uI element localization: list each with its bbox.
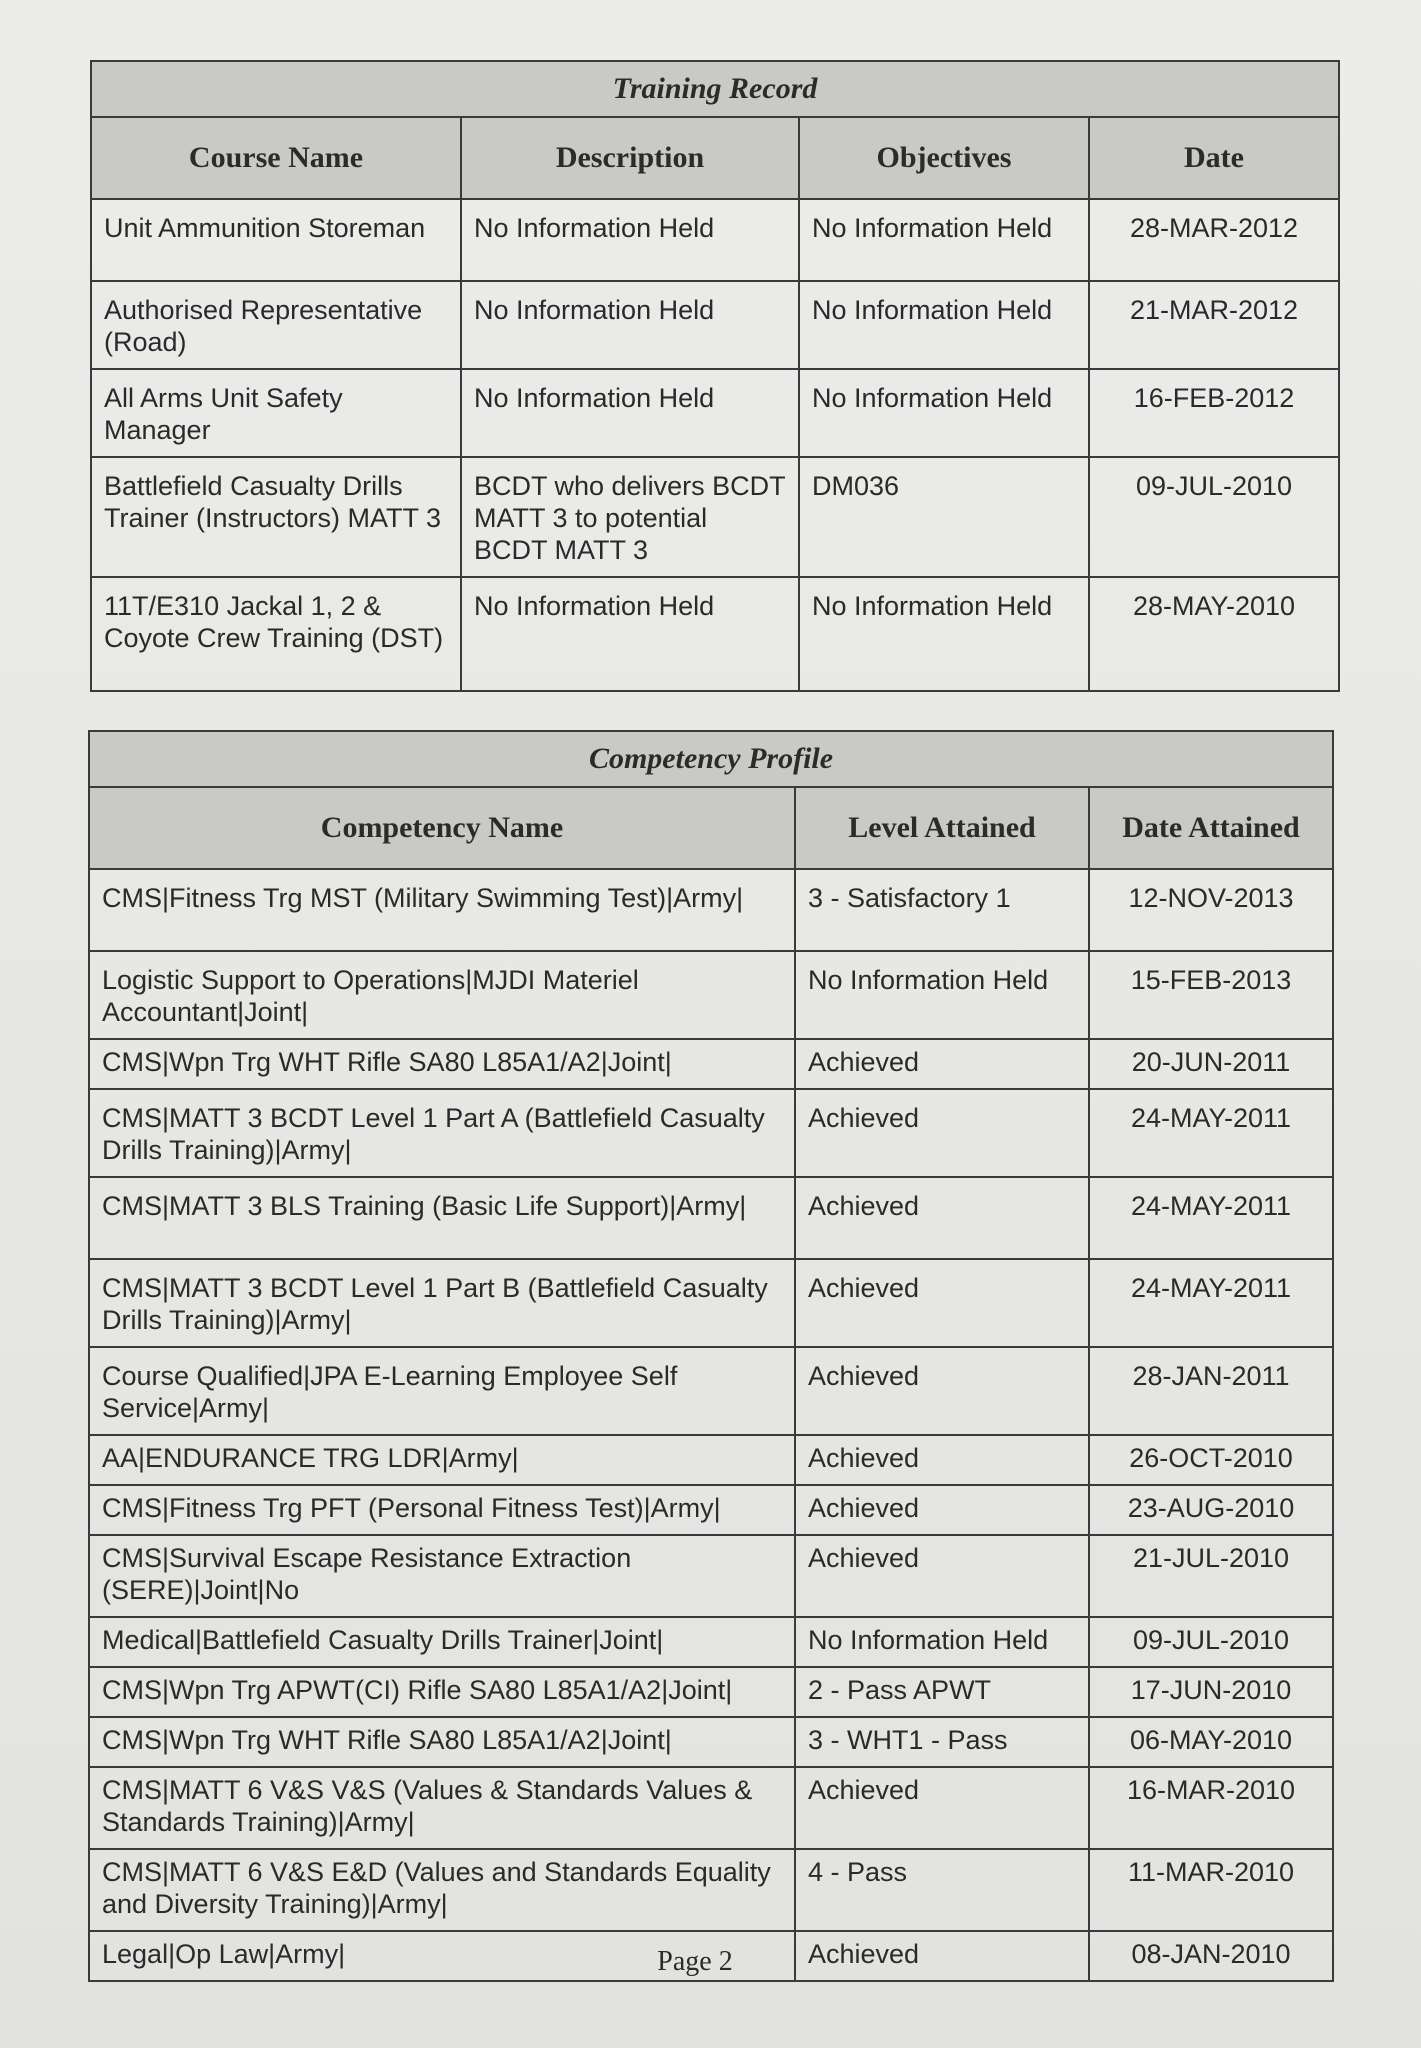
level-attained: Achieved <box>795 1485 1089 1535</box>
training-record-table <box>90 60 1340 692</box>
header-date-attained: Date Attained <box>1089 787 1333 869</box>
course-name: 11T/E310 Jackal 1, 2 & Coyote Crew Training (DST) <box>91 577 461 691</box>
course-objectives: No Information Held <box>799 369 1089 457</box>
table-row <box>89 869 1333 951</box>
table-row <box>89 1485 1333 1535</box>
table-row <box>89 1617 1333 1667</box>
header-date: Date <box>1089 117 1339 199</box>
date-attained: 26-OCT-2010 <box>1089 1435 1333 1485</box>
header-objectives: Objectives <box>799 117 1089 199</box>
date-attained: 24-MAY-2011 <box>1089 1089 1333 1177</box>
level-attained: Achieved <box>795 1767 1089 1849</box>
table-row <box>89 1667 1333 1717</box>
course-name: Battlefield Casualty Drills Trainer (Instructors) MATT 3 <box>91 457 461 577</box>
course-objectives: No Information Held <box>799 281 1089 369</box>
table-row <box>89 1347 1333 1435</box>
competency-name: Medical|Battlefield Casualty Drills Trainer|Joint| <box>89 1617 795 1667</box>
header-course-name: Course Name <box>91 117 461 199</box>
course-date: 21-MAR-2012 <box>1089 281 1339 369</box>
level-attained: Achieved <box>795 1931 1089 1981</box>
competency-name: CMS|MATT 3 BCDT Level 1 Part A (Battlefield Casualty Drills Training)|Army| <box>89 1089 795 1177</box>
header-level-attained: Level Attained <box>795 787 1089 869</box>
table-row <box>89 1849 1333 1931</box>
competency-name: CMS|Fitness Trg PFT (Personal Fitness Test)|Army| <box>89 1485 795 1535</box>
header-description: Description <box>461 117 799 199</box>
competency-name: CMS|Wpn Trg WHT Rifle SA80 L85A1/A2|Joint| <box>89 1039 795 1089</box>
table-row <box>89 951 1333 1039</box>
competency-name: CMS|Survival Escape Resistance Extraction (SERE)|Joint|No <box>89 1535 795 1617</box>
course-objectives: DM036 <box>799 457 1089 577</box>
competency-name: CMS|Wpn Trg APWT(CI) Rifle SA80 L85A1/A2|Joint| <box>89 1667 795 1717</box>
table-row <box>91 457 1339 577</box>
table-row <box>89 1039 1333 1089</box>
competency-name: CMS|MATT 6 V&S E&D (Values and Standards Equality and Diversity Training)|Army| <box>89 1849 795 1931</box>
date-attained: 08-JAN-2010 <box>1089 1931 1333 1981</box>
date-attained: 17-JUN-2010 <box>1089 1667 1333 1717</box>
date-attained: 20-JUN-2011 <box>1089 1039 1333 1089</box>
table-row <box>91 199 1339 281</box>
course-description: No Information Held <box>461 577 799 691</box>
date-attained: 12-NOV-2013 <box>1089 869 1333 951</box>
training-record-title: Training Record <box>91 61 1339 117</box>
course-objectives: No Information Held <box>799 577 1089 691</box>
level-attained: Achieved <box>795 1089 1089 1177</box>
level-attained: Achieved <box>795 1259 1089 1347</box>
table-row <box>89 1767 1333 1849</box>
level-attained: Achieved <box>795 1435 1089 1485</box>
competency-name: CMS|MATT 3 BLS Training (Basic Life Support)|Army| <box>89 1177 795 1259</box>
level-attained: Achieved <box>795 1039 1089 1089</box>
course-name: Authorised Representative (Road) <box>91 281 461 369</box>
competency-name: AA|ENDURANCE TRG LDR|Army| <box>89 1435 795 1485</box>
competency-name: CMS|MATT 6 V&S V&S (Values & Standards Values & Standards Training)|Army| <box>89 1767 795 1849</box>
table-row <box>91 577 1339 691</box>
course-date: 28-MAR-2012 <box>1089 199 1339 281</box>
date-attained: 24-MAY-2011 <box>1089 1259 1333 1347</box>
course-description: No Information Held <box>461 369 799 457</box>
table-row <box>91 369 1339 457</box>
competency-name: CMS|Wpn Trg WHT Rifle SA80 L85A1/A2|Joint| <box>89 1717 795 1767</box>
table-row <box>89 1259 1333 1347</box>
header-competency-name: Competency Name <box>89 787 795 869</box>
table-row <box>91 281 1339 369</box>
date-attained: 28-JAN-2011 <box>1089 1347 1333 1435</box>
competency-name: Course Qualified|JPA E-Learning Employee Self Service|Army| <box>89 1347 795 1435</box>
level-attained: 4 - Pass <box>795 1849 1089 1931</box>
level-attained: 2 - Pass APWT <box>795 1667 1089 1717</box>
table-row <box>89 1089 1333 1177</box>
table-row <box>89 1717 1333 1767</box>
course-name: All Arms Unit Safety Manager <box>91 369 461 457</box>
course-name: Unit Ammunition Storeman <box>91 199 461 281</box>
date-attained: 09-JUL-2010 <box>1089 1617 1333 1667</box>
competency-name: Legal|Op Law|Army| <box>89 1931 795 1981</box>
course-description: No Information Held <box>461 199 799 281</box>
date-attained: 11-MAR-2010 <box>1089 1849 1333 1931</box>
course-date: 09-JUL-2010 <box>1089 457 1339 577</box>
date-attained: 23-AUG-2010 <box>1089 1485 1333 1535</box>
date-attained: 15-FEB-2013 <box>1089 951 1333 1039</box>
date-attained: 24-MAY-2011 <box>1089 1177 1333 1259</box>
course-date: 28-MAY-2010 <box>1089 577 1339 691</box>
course-date: 16-FEB-2012 <box>1089 369 1339 457</box>
date-attained: 21-JUL-2010 <box>1089 1535 1333 1617</box>
course-description: No Information Held <box>461 281 799 369</box>
date-attained: 16-MAR-2010 <box>1089 1767 1333 1849</box>
competency-profile-table <box>88 730 1334 1982</box>
table-row <box>89 1435 1333 1485</box>
level-attained: Achieved <box>795 1177 1089 1259</box>
competency-name: CMS|MATT 3 BCDT Level 1 Part B (Battlefield Casualty Drills Training)|Army| <box>89 1259 795 1347</box>
level-attained: 3 - Satisfactory 1 <box>795 869 1089 951</box>
page-number: Page 2 <box>657 1946 733 1977</box>
competency-name: Logistic Support to Operations|MJDI Materiel Accountant|Joint| <box>89 951 795 1039</box>
table-row <box>89 1177 1333 1259</box>
table-row <box>89 1535 1333 1617</box>
level-attained: No Information Held <box>795 951 1089 1039</box>
level-attained: No Information Held <box>795 1617 1089 1667</box>
level-attained: Achieved <box>795 1535 1089 1617</box>
course-objectives: No Information Held <box>799 199 1089 281</box>
date-attained: 06-MAY-2010 <box>1089 1717 1333 1767</box>
level-attained: Achieved <box>795 1347 1089 1435</box>
competency-name: CMS|Fitness Trg MST (Military Swimming Test)|Army| <box>89 869 795 951</box>
competency-profile-title: Competency Profile <box>89 731 1333 787</box>
level-attained: 3 - WHT1 - Pass <box>795 1717 1089 1767</box>
course-description: BCDT who delivers BCDT MATT 3 to potential BCDT MATT 3 <box>461 457 799 577</box>
